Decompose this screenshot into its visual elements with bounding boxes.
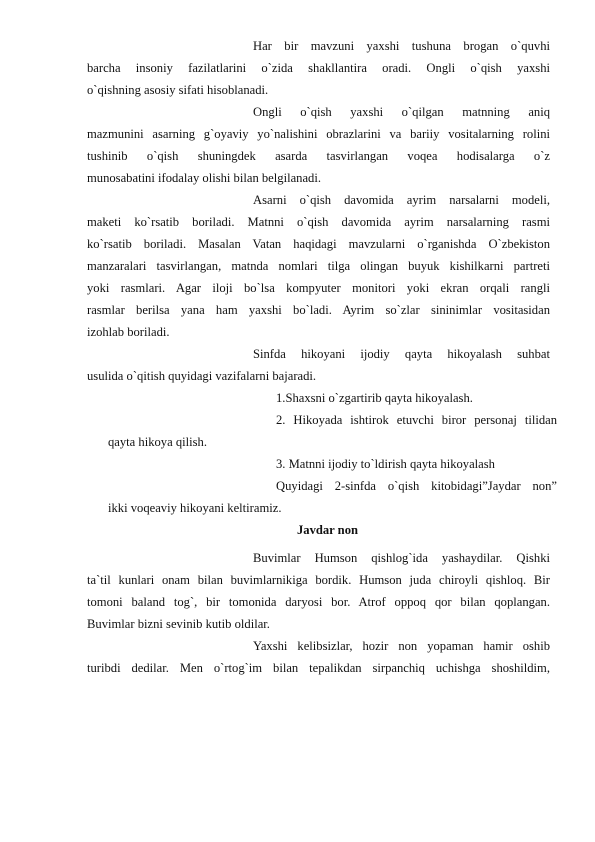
list-item: 2. Hikoyada ishtirok etuvchi biror personaj tilidan	[276, 413, 557, 427]
paragraph-line: ikki voqeaviy hikoyani keltiramiz.	[108, 501, 282, 515]
story-title: Javdar non	[296, 523, 358, 537]
paragraph-line: izohlab boriladi.	[87, 325, 170, 339]
paragraph-line: o`qishning asosiy sifati hisoblanadi.	[87, 83, 269, 97]
paragraph-line: Asarni o`qish davomida ayrim narsalarni modeli,	[253, 193, 550, 207]
paragraph-line: barcha insoniy fazilatlarini o`zida shakllantira oradi. Ongli o`qish yaxshi	[87, 61, 550, 75]
paragraph-line: turibdi dedilar. Men o`rtog`im bilan tepalikdan sirpanchiq uchishga shoshildim,	[87, 661, 550, 675]
list-item: 3. Matnni ijodiy to`ldirish qayta hikoyalash	[276, 457, 495, 471]
paragraph-line: usulida o`qitish quyidagi vazifalarni bajaradi.	[87, 369, 317, 383]
paragraph-line: Yaxshi kelibsizlar, hozir non yopaman hamir oshib	[253, 639, 550, 653]
paragraph-line: maketi ko`rsatib boriladi. Matnni o`qish davomida ayrim narsalarning rasmi	[87, 215, 550, 229]
paragraph-line: yoki rasmlari. Agar iloji bo`lsa kompyuter monitori yoki ekran orqali rangli	[87, 281, 550, 295]
paragraph-line: tomoni baland tog`, bir tomonida daryosi bor. Atrof oppoq qor bilan qoplangan.	[87, 595, 550, 609]
paragraph-line: munosabatini ifodalay olishi bilan belgilanadi.	[87, 171, 321, 185]
paragraph-line: tushinib o`qish shuningdek asarda tasvirlangan voqea hodisalarga o`z	[87, 149, 550, 163]
paragraph-line: manzaralari tasvirlangan, matnda nomlari tilga olingan buyuk kishilkarni partreti	[87, 259, 550, 273]
paragraph-line: Sinfda hikoyani ijodiy qayta hikoyalash suhbat	[253, 347, 550, 361]
paragraph-line: Buvimlar Humson qishlog`ida yashaydilar. Qishki	[253, 551, 550, 565]
paragraph-line: ko`rsatib boriladi. Masalan Vatan haqidagi mavzularni o`rganishda O`zbekiston	[87, 237, 550, 251]
paragraph-line: mazmunini asarning g`oyaviy yo`nalishini obrazlarini va bariiy vositalarning rolini	[87, 127, 550, 141]
paragraph-line: ta`til kunlari onam bilan buvimlarnikiga bordik. Humson juda chiroyli qishloq. Bir	[87, 573, 550, 587]
paragraph-line: Quyidagi 2-sinfda o`qish kitobidagi”Jaydar non”	[276, 479, 557, 493]
paragraph-line: Har bir mavzuni yaxshi tushuna brogan o`quvhi	[253, 39, 550, 53]
list-item-continuation: qayta hikoya qilish.	[108, 435, 207, 449]
paragraph-line: rasmlar berilsa yana ham yaxshi bo`ladi. Ayrim so`zlar sininimlar vositasidan	[87, 303, 550, 317]
paragraph-line: Buvimlar bizni sevinib kutib oldilar.	[87, 617, 270, 631]
list-item: 1.Shaxsni o`zgartirib qayta hikoyalash.	[276, 391, 473, 405]
paragraph-line: Ongli o`qish yaxshi o`qilgan matnning aniq	[253, 105, 550, 119]
